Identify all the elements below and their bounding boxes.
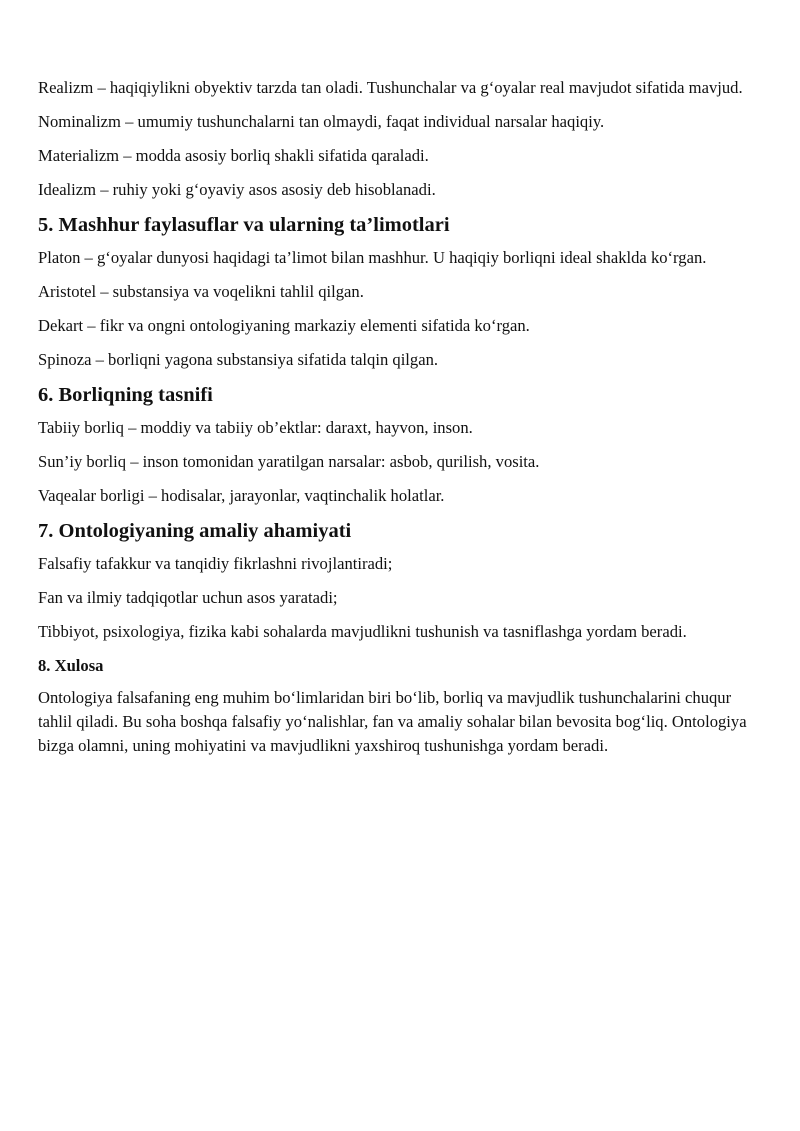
paragraph-suniy-borliq: Sun’iy borliq – inson tomonidan yaratilgan narsalar: asbob, qurilish, vosita. (38, 452, 540, 471)
document-page (38, 76, 750, 768)
paragraph-dekart: Dekart – fikr va ongni ontologiyaning markaziy elementi sifatida ko‘rgan. (38, 316, 530, 335)
paragraph-tabiiy-borliq: Tabiiy borliq – moddiy va tabiiy ob’ektlar: daraxt, hayvon, inson. (38, 418, 473, 437)
section-heading-6: 6. Borliqning tasnifi (38, 384, 213, 406)
paragraph-materializm: Materializm – modda asosiy borliq shakli sifatida qaraladi. (38, 146, 429, 165)
paragraph-realizm: Realizm – haqiqiylikni obyektiv tarzda tan oladi. Tushunchalar va g‘oyalar real mavjudot sifatida mavjud. (38, 78, 743, 97)
paragraph-falsafiy-tafakkur: Falsafiy tafakkur va tanqidiy fikrlashni rivojlantiradi; (38, 554, 393, 573)
section-heading-5: 5. Mashhur faylasuflar va ularning ta’limotlari (38, 214, 450, 236)
paragraph-nominalizm: Nominalizm – umumiy tushunchalarni tan olmaydi, faqat individual narsalar haqiqiy. (38, 112, 605, 131)
section-heading-7: 7. Ontologiyaning amaliy ahamiyati (38, 520, 352, 542)
section-heading-8: 8. Xulosa (38, 656, 104, 675)
paragraph-tibbiyot: Tibbiyot, psixologiya, fizika kabi sohalarda mavjudlikni tushunish va tasniflashga yordam beradi. (38, 622, 687, 641)
paragraph-spinoza: Spinoza – borliqni yagona substansiya sifatida talqin qilgan. (38, 350, 439, 369)
paragraph-fan-va-ilmiy: Fan va ilmiy tadqiqotlar uchun asos yaratadi; (38, 588, 338, 607)
paragraph-idealizm: Idealizm – ruhiy yoki g‘oyaviy asos asosiy deb hisoblanadi. (38, 180, 436, 199)
paragraph-xulosa: Ontologiya falsafaning eng muhim bo‘limlaridan biri bo‘lib, borliq va mavjudlik tushunchalarini chuqur tahlil qiladi. Bu soha boshqa falsafiy yo‘nalishlar, fan va amaliy sohalar bilan bevosita bog‘liq. Ontologiya bizga olamni, uning mohiyatini va mavjudlikni yaxshiroq tushunishga yordam beradi. (38, 688, 747, 755)
paragraph-platon: Platon – g‘oyalar dunyosi haqidagi ta’limot bilan mashhur. U haqiqiy borliqni ideal shaklda ko‘rgan. (38, 248, 707, 267)
paragraph-aristotel: Aristotel – substansiya va voqelikni tahlil qilgan. (38, 282, 364, 301)
paragraph-vaqealar-borligi: Vaqealar borligi – hodisalar, jarayonlar, vaqtinchalik holatlar. (38, 486, 445, 505)
